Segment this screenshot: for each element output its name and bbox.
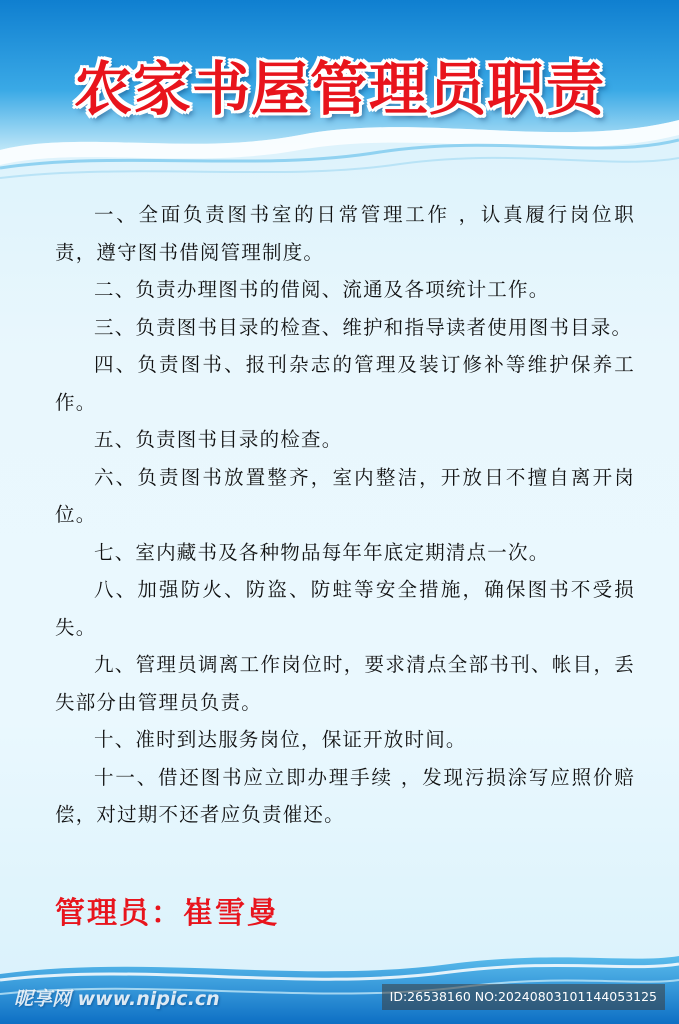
- duty-item: 八、加强防火、防盗、防蛀等安全措施，确保图书不受损失。: [55, 578, 635, 639]
- duties-list: [55, 196, 635, 834]
- duty-item: 十一、借还图书应立即办理手续 ，发现污损涂写应照价赔偿，对过期不还者应负责催还。: [55, 765, 635, 826]
- watermark-id: ID:26538160 NO:20240803101144053125: [382, 984, 665, 1010]
- duty-item: 六、负责图书放置整齐，室内整洁，开放日不擅自离开岗位。: [55, 465, 635, 526]
- duty-item: 四、负责图书、报刊杂志的管理及装订修补等维护保养工作。: [55, 353, 635, 414]
- watermark-logo: 昵享网 www.nipic.cn: [14, 988, 220, 1010]
- duty-item: 一、全面负责图书室的日常管理工作 ，认真履行岗位职责，遵守图书借阅管理制度。: [55, 203, 635, 264]
- page-title: 农家书屋管理员职责: [73, 55, 605, 123]
- duty-item: 七、室内藏书及各种物品每年年底定期清点一次。: [94, 540, 550, 564]
- duty-item: 五、负责图书目录的检查。: [94, 428, 343, 451]
- duty-item: 三、负责图书目录的检查、维护和指导读者使用图书目录。: [94, 315, 633, 339]
- duty-item: 九、管理员调离工作岗位时，要求清点全部书刊、帐目，丢失部分由管理员负责。: [55, 653, 635, 714]
- duty-item: 十、准时到达服务岗位，保证开放时间。: [94, 728, 467, 751]
- administrator-signature: 管理员：崔雪曼: [55, 896, 279, 931]
- duty-item: 二、负责办理图书的借阅、流通及各项统计工作。: [94, 278, 550, 301]
